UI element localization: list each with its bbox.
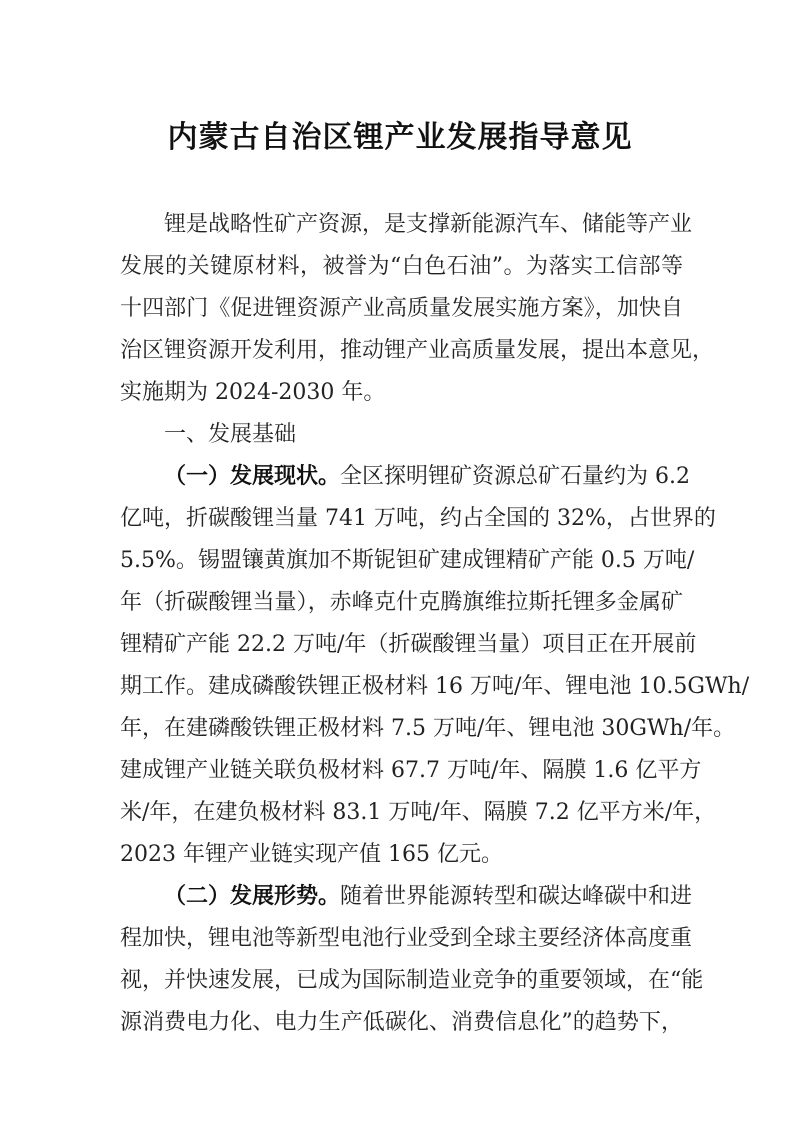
paragraph-line: 期工作。建成磷酸铁锂正极材料 16 万吨/年、锂电池 10.5GWh/ [120,674,750,699]
paragraph-line: 5.5%。锡盟镶黄旗加不斯铌钽矿建成锂精矿产能 0.5 万吨/ [120,548,695,573]
paragraph-line: 米/年，在建负极材料 83.1 万吨/年、隔膜 7.2 亿平方米/年， [120,800,717,825]
paragraph-line: 十四部门《促进锂资源产业高质量发展实施方案》，加快自 [120,296,683,321]
paragraph-line: 程加快，锂电池等新型电池行业受到全球主要经济体高度重 [120,926,693,951]
subsection-label: （一）发展现状。 [164,464,341,489]
paragraph-line: 源消费电力化、电力生产低碳化、消费信息化”的趋势下， [120,1010,683,1035]
subsection-first-line [164,462,690,492]
subsection-label: （二）发展形势。 [164,884,341,909]
paragraph-line: 实施期为 2024-2030 年。 [120,380,386,405]
paragraph-line: 年（折碳酸锂当量），赤峰克什克腾旗维拉斯托锂多金属矿 [120,590,683,615]
paragraph-line: 建成锂产业链关联负极材料 67.7 万吨/年、隔膜 1.6 亿平方 [120,758,702,783]
paragraph-line: 发展的关键原材料，被誉为“白色石油”。为落实工信部等 [120,254,683,279]
paragraph-line: 锂精矿产能 22.2 万吨/年（折碳酸锂当量）项目正在开展前 [120,632,697,657]
subsection-text: 随着世界能源转型和碳达峰碳中和进 [340,884,693,909]
paragraph-line: 亿吨，折碳酸锂当量 741 万吨，约占全国的 32%，占世界的 [120,506,716,531]
subsection-text: 全区探明锂矿资源总矿石量约为 6.2 [340,464,690,489]
section-heading: 一、发展基础 [164,422,297,447]
page-title: 内蒙古自治区锂产业发展指导意见 [167,120,633,155]
paragraph-line: 视，并快速发展，已成为国际制造业竞争的重要领域，在“能 [120,968,704,993]
paragraph-line: 治区锂资源开发利用，推动锂产业高质量发展，提出本意见， [120,338,715,363]
subsection-first-line [164,882,693,912]
paragraph-line: 年，在建磷酸铁锂正极材料 7.5 万吨/年、锂电池 30GWh/年。 [120,716,736,741]
paragraph-line: 2023 年锂产业链实现产值 165 亿元。 [120,842,503,867]
paragraph-line: 锂是战略性矿产资源，是支撑新能源汽车、储能等产业 [164,212,693,237]
